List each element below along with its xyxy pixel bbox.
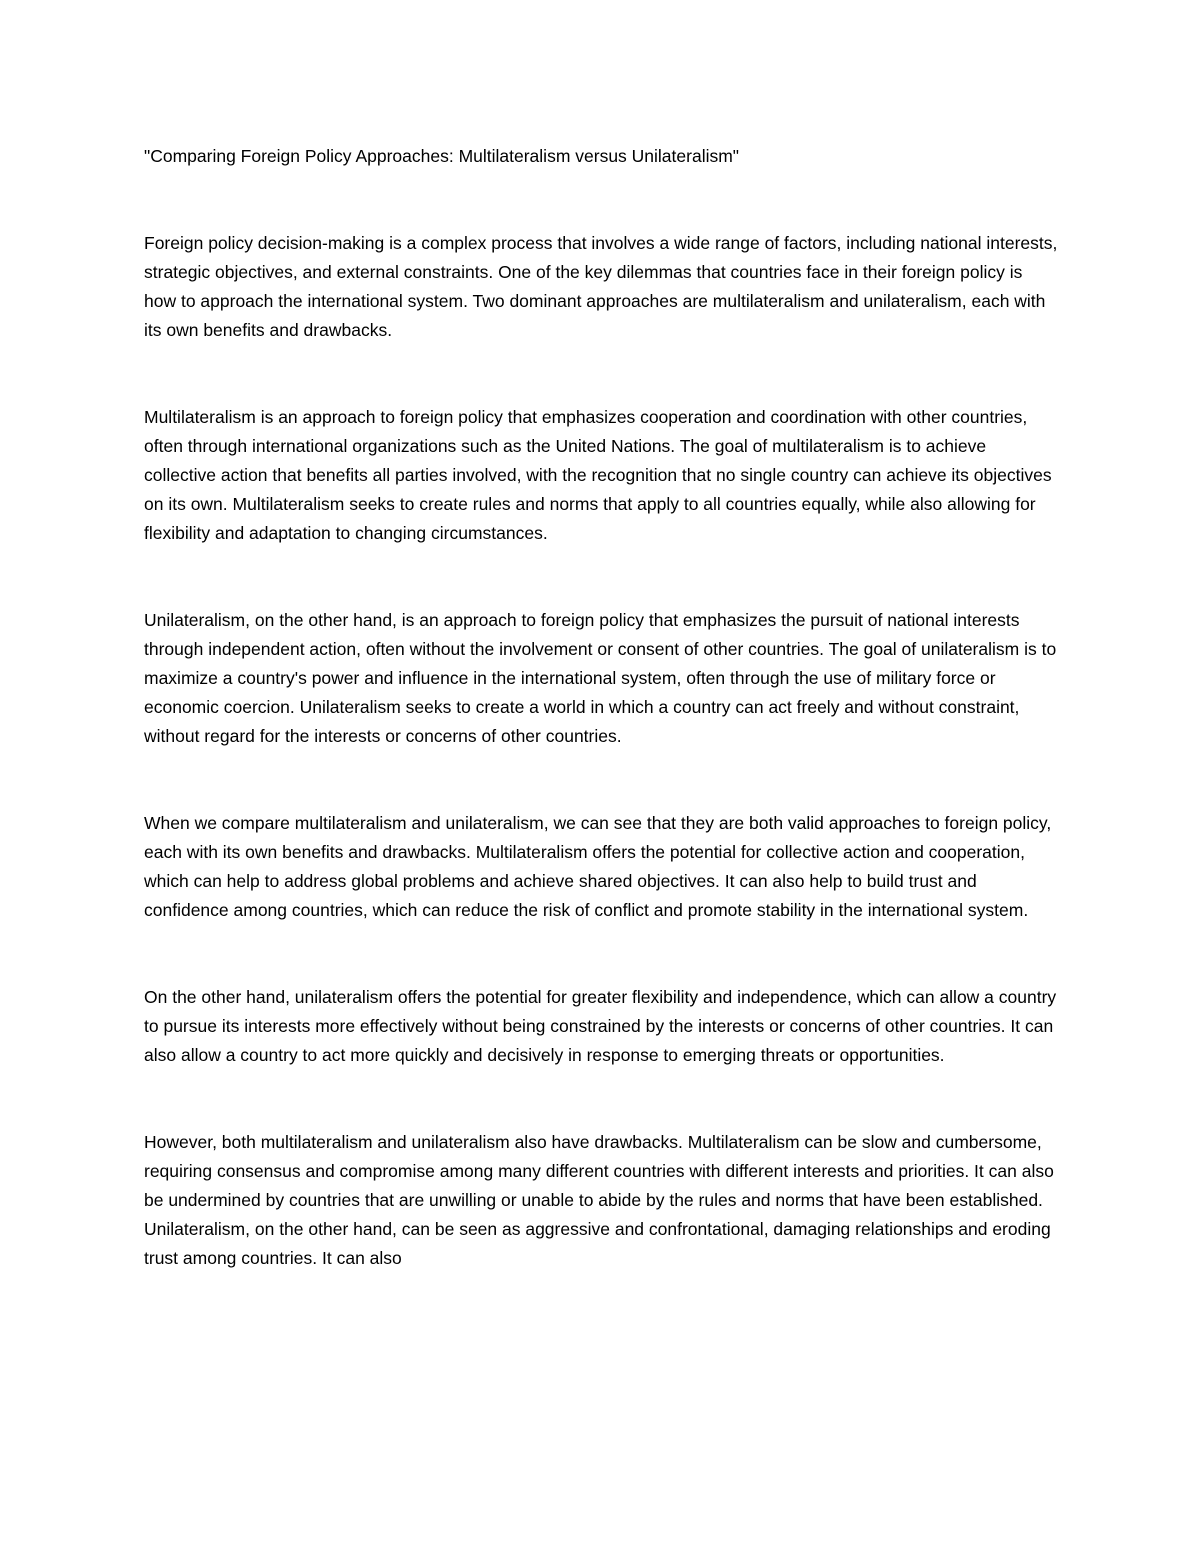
paragraph-comparison: When we compare multilateralism and unilateralism, we can see that they are both valid approaches to foreign policy, each with its own benefits and drawbacks. Multilateralism offers the potential for collective action and cooperation, which can help to address global problems and achieve shared objectives. It can also help to build trust and confidence among countries, which can reduce the risk of conflict and promote stability in the international system. xyxy=(144,813,1052,920)
document-title: "Comparing Foreign Policy Approaches: Multilateralism versus Unilateralism" xyxy=(144,146,740,166)
paragraph-multilateralism: Multilateralism is an approach to foreign policy that emphasizes cooperation and coordination with other countries, often through international organizations such as the United Nations. The goal of multilateralism is to achieve collective action that benefits all parties involved, with the recognition that no single country can achieve its objectives on its own. Multilateralism seeks to create rules and norms that apply to all countries equally, while also allowing for flexibility and adaptation to changing circumstances. xyxy=(144,407,1052,543)
paragraph-unilateralism-benefits: On the other hand, unilateralism offers the potential for greater flexibility and independence, which can allow a country to pursue its interests more effectively without being constrained by the interests or concerns of other countries. It can also allow a country to act more quickly and decisively in response to emerging threats or opportunities. xyxy=(144,987,1057,1065)
document-body xyxy=(144,142,1059,1273)
paragraph-unilateralism: Unilateralism, on the other hand, is an approach to foreign policy that emphasizes the pursuit of national interests through independent action, often without the involvement or consent of other countries. The goal of unilateralism is to maximize a country's power and influence in the international system, often through the use of military force or economic coercion. Unilateralism seeks to create a world in which a country can act freely and without constraint, without regard for the interests or concerns of other countries. xyxy=(144,610,1057,746)
paragraph-intro: Foreign policy decision-making is a complex process that involves a wide range of factors, including national interests, strategic objectives, and external constraints. One of the key dilemmas that countries face in their foreign policy is how to approach the international system. Two dominant approaches are multilateralism and unilateralism, each with its own benefits and drawbacks. xyxy=(144,233,1058,340)
paragraph-drawbacks: However, both multilateralism and unilateralism also have drawbacks. Multilateralism can be slow and cumbersome, requiring consensus and compromise among many different countries with different interests and priorities. It can also be undermined by countries that are unwilling or unable to abide by the rules and norms that have been established. Unilateralism, on the other hand, can be seen as aggressive and confrontational, damaging relationships and eroding trust among countries. It can also xyxy=(144,1132,1054,1268)
